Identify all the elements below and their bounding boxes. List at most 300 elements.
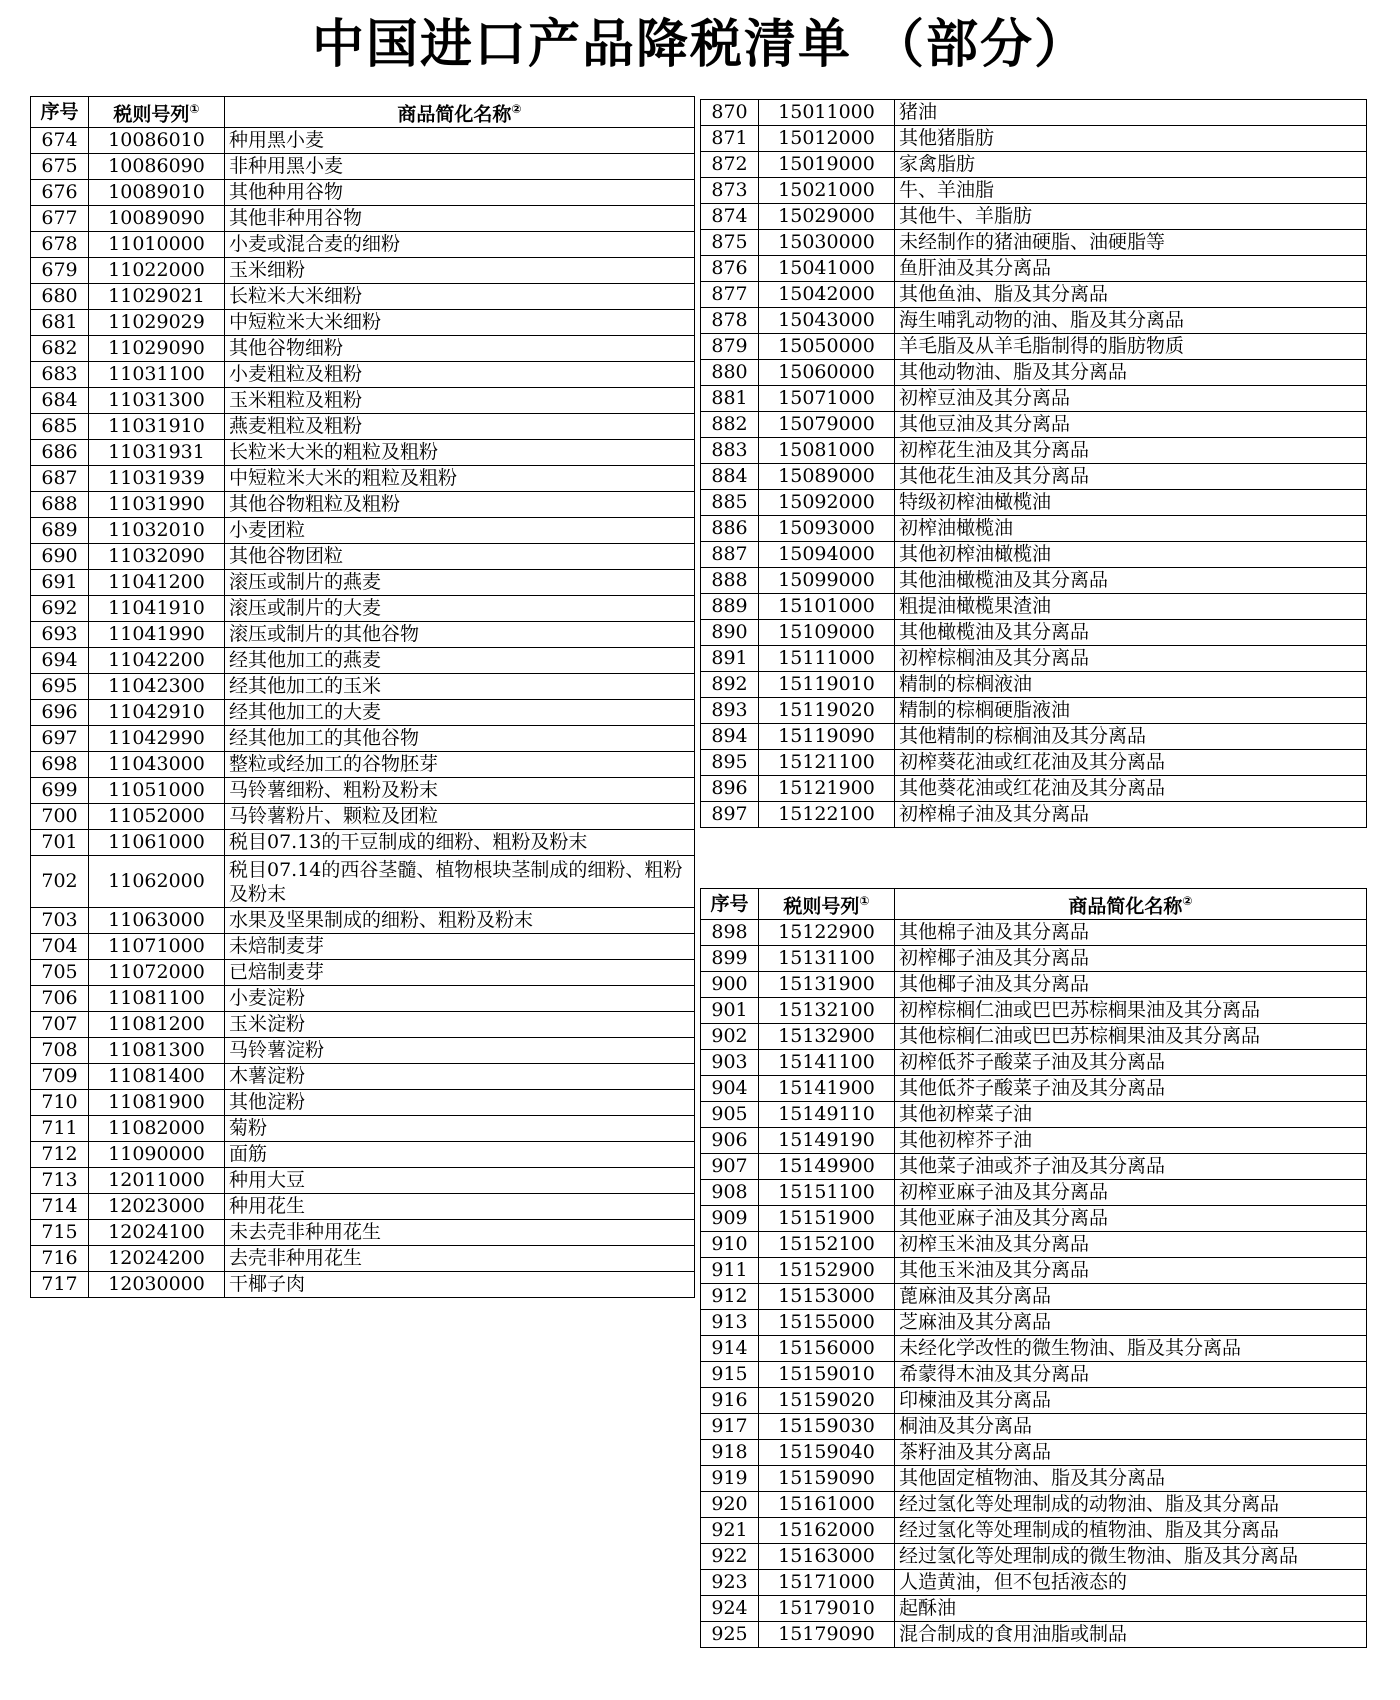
row-seq: 921 — [701, 1518, 759, 1544]
table-row — [701, 802, 1367, 828]
row-seq: 920 — [701, 1492, 759, 1518]
row-tariff-code: 11041910 — [89, 596, 225, 622]
table-row — [31, 336, 695, 362]
table-row — [31, 752, 695, 778]
row-product-name: 茶籽油及其分离品 — [895, 1440, 1367, 1466]
row-seq: 690 — [31, 544, 89, 570]
row-product-name: 混合制成的食用油脂或制品 — [895, 1622, 1367, 1648]
row-product-name: 希蒙得木油及其分离品 — [895, 1362, 1367, 1388]
row-tariff-code: 11031931 — [89, 440, 225, 466]
row-seq: 682 — [31, 336, 89, 362]
row-seq: 698 — [31, 752, 89, 778]
row-seq: 906 — [701, 1128, 759, 1154]
row-tariff-code: 11081300 — [89, 1038, 225, 1064]
row-tariff-code: 11071000 — [89, 934, 225, 960]
row-product-name: 蓖麻油及其分离品 — [895, 1284, 1367, 1310]
row-product-name: 经其他加工的玉米 — [225, 674, 695, 700]
table-row — [701, 1180, 1367, 1206]
row-product-name: 鱼肝油及其分离品 — [895, 256, 1367, 282]
table-row — [701, 100, 1367, 126]
row-product-name: 其他谷物细粉 — [225, 336, 695, 362]
table-row — [31, 1272, 695, 1298]
row-tariff-code: 15149190 — [759, 1128, 895, 1154]
table-row — [701, 1492, 1367, 1518]
table-row — [31, 934, 695, 960]
row-product-name: 经过氢化等处理制成的植物油、脂及其分离品 — [895, 1518, 1367, 1544]
row-tariff-code: 15156000 — [759, 1336, 895, 1362]
row-product-name: 面筋 — [225, 1142, 695, 1168]
row-tariff-code: 15121100 — [759, 750, 895, 776]
row-tariff-code: 15155000 — [759, 1310, 895, 1336]
row-product-name: 精制的棕榈硬脂液油 — [895, 698, 1367, 724]
table-row — [701, 1544, 1367, 1570]
row-product-name: 税目07.14的西谷茎髓、植物根块茎制成的细粉、粗粉及粉末 — [225, 856, 695, 908]
row-seq: 712 — [31, 1142, 89, 1168]
table-row — [31, 232, 695, 258]
header-seq — [31, 97, 89, 128]
row-seq: 683 — [31, 362, 89, 388]
row-tariff-code: 15029000 — [759, 204, 895, 230]
table-row — [31, 1142, 695, 1168]
row-product-name: 人造黄油，但不包括液态的 — [895, 1570, 1367, 1596]
row-seq: 924 — [701, 1596, 759, 1622]
row-product-name: 其他非种用谷物 — [225, 206, 695, 232]
table-header-row — [701, 889, 1367, 920]
row-seq: 871 — [701, 126, 759, 152]
table-row — [31, 908, 695, 934]
row-tariff-code: 15109000 — [759, 620, 895, 646]
row-product-name: 马铃薯淀粉 — [225, 1038, 695, 1064]
row-seq: 888 — [701, 568, 759, 594]
table-row — [701, 1336, 1367, 1362]
row-product-name: 其他初榨油橄榄油 — [895, 542, 1367, 568]
row-product-name: 初榨低芥子酸菜子油及其分离品 — [895, 1050, 1367, 1076]
row-seq: 711 — [31, 1116, 89, 1142]
row-seq: 677 — [31, 206, 89, 232]
row-tariff-code: 11082000 — [89, 1116, 225, 1142]
row-tariff-code: 15089000 — [759, 464, 895, 490]
row-product-name: 种用黑小麦 — [225, 128, 695, 154]
row-product-name: 芝麻油及其分离品 — [895, 1310, 1367, 1336]
row-tariff-code: 11063000 — [89, 908, 225, 934]
footnote-marker: ② — [511, 102, 522, 116]
row-seq: 878 — [701, 308, 759, 334]
row-tariff-code: 12023000 — [89, 1194, 225, 1220]
row-seq: 877 — [701, 282, 759, 308]
table-row — [31, 1064, 695, 1090]
row-product-name: 未经制作的猪油硬脂、油硬脂等 — [895, 230, 1367, 256]
row-seq: 893 — [701, 698, 759, 724]
row-tariff-code: 11032090 — [89, 544, 225, 570]
row-product-name: 未去壳非种用花生 — [225, 1220, 695, 1246]
row-tariff-code: 15071000 — [759, 386, 895, 412]
row-product-name: 其他棕榈仁油或巴巴苏棕榈果油及其分离品 — [895, 1024, 1367, 1050]
table-row — [701, 1570, 1367, 1596]
row-tariff-code: 11051000 — [89, 778, 225, 804]
table-row — [31, 830, 695, 856]
row-product-name: 中短粒米大米细粉 — [225, 310, 695, 336]
row-product-name: 桐油及其分离品 — [895, 1414, 1367, 1440]
table-row — [701, 1154, 1367, 1180]
row-product-name: 其他谷物团粒 — [225, 544, 695, 570]
row-seq: 910 — [701, 1232, 759, 1258]
row-tariff-code: 15151100 — [759, 1180, 895, 1206]
row-seq: 689 — [31, 518, 89, 544]
row-tariff-code: 15119090 — [759, 724, 895, 750]
row-product-name: 其他花生油及其分离品 — [895, 464, 1367, 490]
row-seq: 709 — [31, 1064, 89, 1090]
table-row — [31, 570, 695, 596]
row-product-name: 马铃薯细粉、粗粉及粉末 — [225, 778, 695, 804]
footnote-marker: ① — [189, 102, 200, 116]
row-product-name: 其他棉子油及其分离品 — [895, 920, 1367, 946]
footnote-marker: ① — [859, 894, 870, 908]
row-seq: 707 — [31, 1012, 89, 1038]
table-row — [31, 1038, 695, 1064]
row-seq: 676 — [31, 180, 89, 206]
table-row — [701, 282, 1367, 308]
row-tariff-code: 11029021 — [89, 284, 225, 310]
table-row — [31, 388, 695, 414]
row-tariff-code: 11041990 — [89, 622, 225, 648]
row-product-name: 其他菜子油或芥子油及其分离品 — [895, 1154, 1367, 1180]
row-seq: 896 — [701, 776, 759, 802]
row-product-name: 初榨油橄榄油 — [895, 516, 1367, 542]
row-product-name: 其他固定植物油、脂及其分离品 — [895, 1466, 1367, 1492]
row-tariff-code: 11010000 — [89, 232, 225, 258]
header-code-label: 税则号列 — [113, 103, 190, 126]
row-seq: 898 — [701, 920, 759, 946]
row-seq: 684 — [31, 388, 89, 414]
table-row — [701, 1414, 1367, 1440]
row-product-name: 海生哺乳动物的油、脂及其分离品 — [895, 308, 1367, 334]
row-seq: 706 — [31, 986, 89, 1012]
table-row — [701, 308, 1367, 334]
table-header-row — [31, 97, 695, 128]
row-tariff-code: 15159010 — [759, 1362, 895, 1388]
row-seq: 701 — [31, 830, 89, 856]
row-seq: 886 — [701, 516, 759, 542]
row-seq: 692 — [31, 596, 89, 622]
row-seq: 686 — [31, 440, 89, 466]
table-row — [31, 492, 695, 518]
table-row — [701, 1102, 1367, 1128]
row-product-name: 精制的棕榈液油 — [895, 672, 1367, 698]
row-seq: 716 — [31, 1246, 89, 1272]
row-seq: 714 — [31, 1194, 89, 1220]
table-row — [701, 490, 1367, 516]
row-product-name: 玉米淀粉 — [225, 1012, 695, 1038]
row-tariff-code: 10086010 — [89, 128, 225, 154]
row-seq: 705 — [31, 960, 89, 986]
row-product-name: 种用大豆 — [225, 1168, 695, 1194]
row-product-name: 其他初榨芥子油 — [895, 1128, 1367, 1154]
row-tariff-code: 10086090 — [89, 154, 225, 180]
row-product-name: 水果及坚果制成的细粉、粗粉及粉末 — [225, 908, 695, 934]
header-seq-label: 序号 — [710, 892, 749, 915]
row-tariff-code: 15011000 — [759, 100, 895, 126]
row-seq: 704 — [31, 934, 89, 960]
row-product-name: 长粒米大米细粉 — [225, 284, 695, 310]
row-seq: 687 — [31, 466, 89, 492]
table-row — [701, 516, 1367, 542]
row-tariff-code: 15019000 — [759, 152, 895, 178]
row-tariff-code: 15060000 — [759, 360, 895, 386]
row-seq: 700 — [31, 804, 89, 830]
row-product-name: 小麦淀粉 — [225, 986, 695, 1012]
row-product-name: 初榨棉子油及其分离品 — [895, 802, 1367, 828]
row-product-name: 其他种用谷物 — [225, 180, 695, 206]
row-seq: 914 — [701, 1336, 759, 1362]
row-product-name: 经过氢化等处理制成的微生物油、脂及其分离品 — [895, 1544, 1367, 1570]
table-row — [701, 972, 1367, 998]
row-product-name: 其他低芥子酸菜子油及其分离品 — [895, 1076, 1367, 1102]
footnote-marker: ② — [1182, 894, 1193, 908]
row-seq: 678 — [31, 232, 89, 258]
row-tariff-code: 11031990 — [89, 492, 225, 518]
row-tariff-code: 15132900 — [759, 1024, 895, 1050]
header-code — [89, 97, 225, 128]
row-tariff-code: 15121900 — [759, 776, 895, 802]
row-tariff-code: 11090000 — [89, 1142, 225, 1168]
row-seq: 694 — [31, 648, 89, 674]
row-tariff-code: 15153000 — [759, 1284, 895, 1310]
row-seq: 697 — [31, 726, 89, 752]
table-row — [31, 804, 695, 830]
row-tariff-code: 15171000 — [759, 1570, 895, 1596]
row-product-name: 其他豆油及其分离品 — [895, 412, 1367, 438]
table-row — [31, 440, 695, 466]
table-row — [701, 1596, 1367, 1622]
table-row — [701, 412, 1367, 438]
table-row — [701, 1050, 1367, 1076]
row-product-name: 小麦粗粒及粗粉 — [225, 362, 695, 388]
row-seq: 905 — [701, 1102, 759, 1128]
row-seq: 696 — [31, 700, 89, 726]
row-tariff-code: 12024200 — [89, 1246, 225, 1272]
row-tariff-code: 15149110 — [759, 1102, 895, 1128]
row-seq: 912 — [701, 1284, 759, 1310]
header-code-label: 税则号列 — [783, 895, 860, 918]
table-row — [701, 1024, 1367, 1050]
table-row — [701, 1466, 1367, 1492]
table-row — [701, 1310, 1367, 1336]
row-seq: 872 — [701, 152, 759, 178]
table-row — [701, 946, 1367, 972]
header-name-label: 商品简化名称 — [397, 103, 512, 126]
row-seq: 915 — [701, 1362, 759, 1388]
row-product-name: 经其他加工的燕麦 — [225, 648, 695, 674]
row-product-name: 其他初榨菜子油 — [895, 1102, 1367, 1128]
table-row — [31, 1168, 695, 1194]
table-row — [31, 674, 695, 700]
row-seq: 874 — [701, 204, 759, 230]
row-tariff-code: 15159020 — [759, 1388, 895, 1414]
table-row — [31, 648, 695, 674]
row-product-name: 去壳非种用花生 — [225, 1246, 695, 1272]
row-product-name: 其他动物油、脂及其分离品 — [895, 360, 1367, 386]
row-tariff-code: 10089090 — [89, 206, 225, 232]
row-seq: 688 — [31, 492, 89, 518]
table-row — [701, 334, 1367, 360]
table-row — [701, 646, 1367, 672]
table-row — [31, 1116, 695, 1142]
table-row — [31, 1194, 695, 1220]
table-row — [701, 998, 1367, 1024]
row-tariff-code: 15111000 — [759, 646, 895, 672]
table-row — [31, 778, 695, 804]
table-row — [31, 258, 695, 284]
row-tariff-code: 11042910 — [89, 700, 225, 726]
row-tariff-code: 15159040 — [759, 1440, 895, 1466]
row-seq: 713 — [31, 1168, 89, 1194]
row-tariff-code: 15092000 — [759, 490, 895, 516]
table-row — [701, 438, 1367, 464]
row-product-name: 燕麦粗粒及粗粉 — [225, 414, 695, 440]
row-product-name: 起酥油 — [895, 1596, 1367, 1622]
row-tariff-code: 15030000 — [759, 230, 895, 256]
table-row — [31, 1090, 695, 1116]
row-seq: 907 — [701, 1154, 759, 1180]
table-row — [701, 1232, 1367, 1258]
row-seq: 685 — [31, 414, 89, 440]
row-product-name: 其他油橄榄油及其分离品 — [895, 568, 1367, 594]
row-seq: 895 — [701, 750, 759, 776]
row-product-name: 初榨亚麻子油及其分离品 — [895, 1180, 1367, 1206]
row-product-name: 未经化学改性的微生物油、脂及其分离品 — [895, 1336, 1367, 1362]
row-product-name: 其他椰子油及其分离品 — [895, 972, 1367, 998]
row-tariff-code: 15159030 — [759, 1414, 895, 1440]
row-tariff-code: 15152100 — [759, 1232, 895, 1258]
table-row — [701, 594, 1367, 620]
table-row — [701, 568, 1367, 594]
table-row — [31, 362, 695, 388]
row-seq: 885 — [701, 490, 759, 516]
table-row — [701, 256, 1367, 282]
row-product-name: 其他精制的棕榈油及其分离品 — [895, 724, 1367, 750]
row-tariff-code: 11029090 — [89, 336, 225, 362]
row-tariff-code: 12011000 — [89, 1168, 225, 1194]
row-seq: 703 — [31, 908, 89, 934]
row-seq: 710 — [31, 1090, 89, 1116]
row-tariff-code: 15152900 — [759, 1258, 895, 1284]
row-seq: 691 — [31, 570, 89, 596]
row-product-name: 家禽脂肪 — [895, 152, 1367, 178]
row-product-name: 其他牛、羊脂肪 — [895, 204, 1367, 230]
row-seq: 891 — [701, 646, 759, 672]
row-tariff-code: 15179010 — [759, 1596, 895, 1622]
row-tariff-code: 15151900 — [759, 1206, 895, 1232]
row-product-name: 特级初榨油橄榄油 — [895, 490, 1367, 516]
row-tariff-code: 11031100 — [89, 362, 225, 388]
table-row — [31, 1012, 695, 1038]
row-tariff-code: 11081400 — [89, 1064, 225, 1090]
row-tariff-code: 15099000 — [759, 568, 895, 594]
row-tariff-code: 12024100 — [89, 1220, 225, 1246]
row-seq: 923 — [701, 1570, 759, 1596]
table-row — [31, 206, 695, 232]
row-tariff-code: 15131100 — [759, 946, 895, 972]
row-product-name: 其他亚麻子油及其分离品 — [895, 1206, 1367, 1232]
table-row — [31, 960, 695, 986]
row-tariff-code: 12030000 — [89, 1272, 225, 1298]
row-product-name: 其他淀粉 — [225, 1090, 695, 1116]
row-product-name: 小麦团粒 — [225, 518, 695, 544]
row-tariff-code: 15012000 — [759, 126, 895, 152]
row-product-name: 非种用黑小麦 — [225, 154, 695, 180]
row-product-name: 粗提油橄榄果渣油 — [895, 594, 1367, 620]
table-row — [31, 1246, 695, 1272]
row-seq: 681 — [31, 310, 89, 336]
table-row — [701, 386, 1367, 412]
row-tariff-code: 11041200 — [89, 570, 225, 596]
row-tariff-code: 11022000 — [89, 258, 225, 284]
row-seq: 876 — [701, 256, 759, 282]
row-product-name: 滚压或制片的其他谷物 — [225, 622, 695, 648]
row-seq: 717 — [31, 1272, 89, 1298]
row-seq: 870 — [701, 100, 759, 126]
table-row — [701, 1206, 1367, 1232]
header-seq-label: 序号 — [40, 100, 79, 123]
row-seq: 890 — [701, 620, 759, 646]
table-row — [31, 310, 695, 336]
row-seq: 899 — [701, 946, 759, 972]
row-tariff-code: 11081900 — [89, 1090, 225, 1116]
row-tariff-code: 11042200 — [89, 648, 225, 674]
row-product-name: 马铃薯粉片、颗粒及团粒 — [225, 804, 695, 830]
row-product-name: 种用花生 — [225, 1194, 695, 1220]
header-name-label: 商品简化名称 — [1068, 895, 1183, 918]
row-product-name: 滚压或制片的大麦 — [225, 596, 695, 622]
row-product-name: 初榨玉米油及其分离品 — [895, 1232, 1367, 1258]
row-product-name: 经其他加工的大麦 — [225, 700, 695, 726]
row-tariff-code: 15094000 — [759, 542, 895, 568]
row-seq: 708 — [31, 1038, 89, 1064]
row-seq: 901 — [701, 998, 759, 1024]
row-seq: 674 — [31, 128, 89, 154]
table-row — [31, 726, 695, 752]
row-product-name: 猪油 — [895, 100, 1367, 126]
row-tariff-code: 11032010 — [89, 518, 225, 544]
row-tariff-code: 15122100 — [759, 802, 895, 828]
row-seq: 903 — [701, 1050, 759, 1076]
row-product-name: 菊粉 — [225, 1116, 695, 1142]
row-tariff-code: 15131900 — [759, 972, 895, 998]
row-seq: 892 — [701, 672, 759, 698]
table-row — [701, 178, 1367, 204]
table-row — [701, 204, 1367, 230]
row-product-name: 其他鱼油、脂及其分离品 — [895, 282, 1367, 308]
header-seq — [701, 889, 759, 920]
row-product-name: 玉米粗粒及粗粉 — [225, 388, 695, 414]
row-product-name: 初榨椰子油及其分离品 — [895, 946, 1367, 972]
row-product-name: 牛、羊油脂 — [895, 178, 1367, 204]
row-product-name: 经其他加工的其他谷物 — [225, 726, 695, 752]
row-product-name: 小麦或混合麦的细粉 — [225, 232, 695, 258]
tariff-table-right-top — [700, 99, 1367, 828]
row-seq: 904 — [701, 1076, 759, 1102]
table-row — [701, 1388, 1367, 1414]
header-code — [759, 889, 895, 920]
row-tariff-code: 11081100 — [89, 986, 225, 1012]
row-tariff-code: 11081200 — [89, 1012, 225, 1038]
table-row — [701, 1128, 1367, 1154]
row-seq: 916 — [701, 1388, 759, 1414]
row-tariff-code: 15163000 — [759, 1544, 895, 1570]
row-seq: 884 — [701, 464, 759, 490]
row-tariff-code: 11029029 — [89, 310, 225, 336]
row-product-name: 其他橄榄油及其分离品 — [895, 620, 1367, 646]
